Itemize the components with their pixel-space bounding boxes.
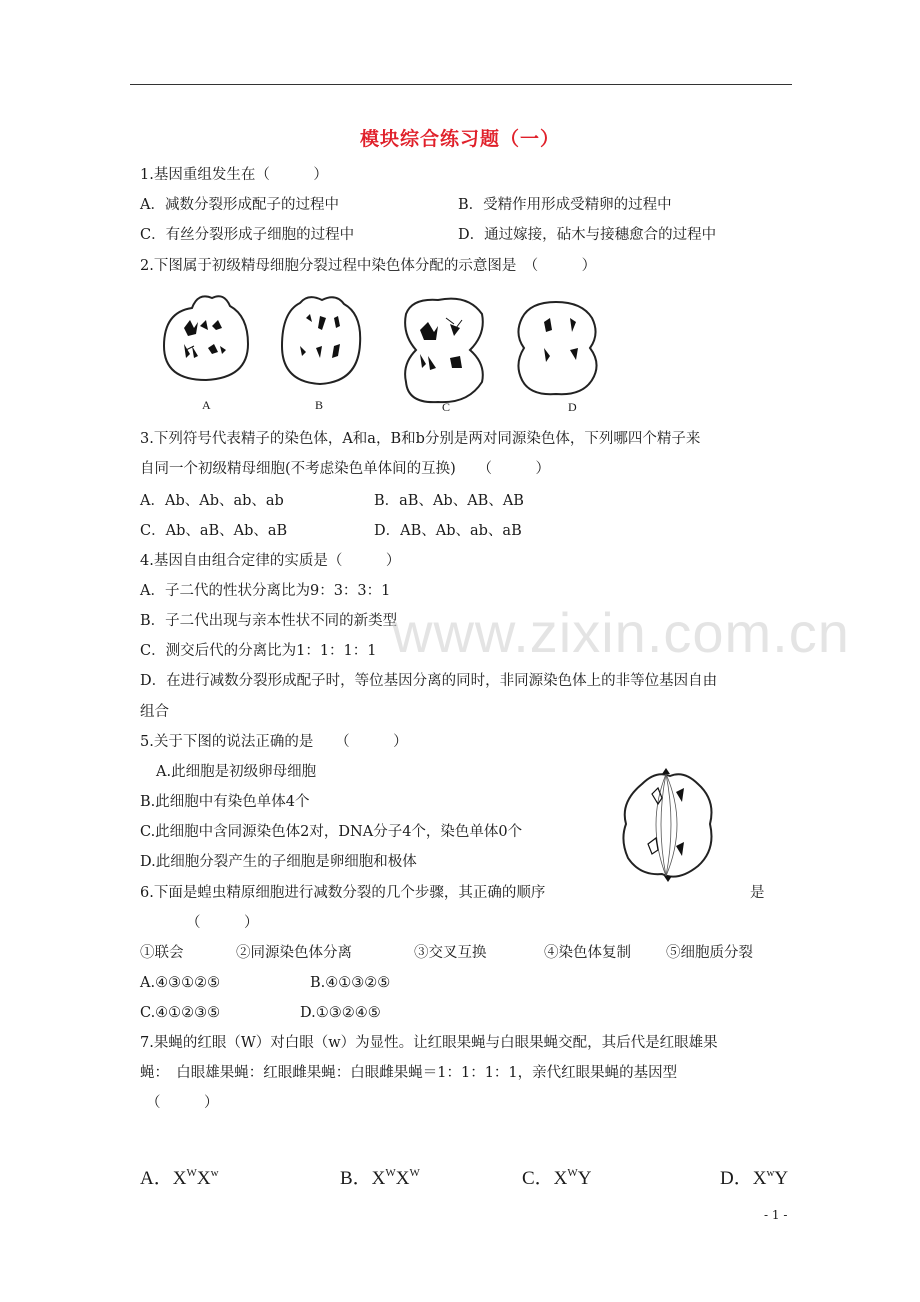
q2-label-b: B — [315, 398, 324, 412]
q7-option-a: A．$X^WX^w$ — [140, 1167, 219, 1189]
q4-option-d-line1: D．在进行减数分裂形成配子时，等位基因分离的同时，非同源染色体上的非等位基因自由 — [140, 673, 718, 689]
q3-option-a: A．Ab、Ab、ab、ab — [140, 493, 284, 509]
q4-option-b: B．子二代出现与亲本性状不同的新类型 — [140, 613, 398, 629]
q7-answer-paren: （ ） — [146, 1095, 219, 1111]
q6-step-2: ②同源染色体分离 — [236, 945, 352, 961]
q5-cell-figure — [618, 764, 722, 884]
q7-option-c: C．$X^WY$ — [522, 1167, 592, 1189]
q6-option-a: A.④③①②⑤ — [140, 975, 221, 991]
cell-c-outline — [405, 299, 483, 403]
q6-option-c: C.④①②③⑤ — [140, 1005, 221, 1021]
q4-option-c: C．测交后代的分离比为1：1：1：1 — [140, 643, 377, 659]
header-rule — [130, 84, 792, 85]
q2-cell-figures — [150, 288, 620, 418]
q3-option-b: B．aB、Ab、AB、AB — [374, 493, 524, 509]
q6-stem: 6.下面是蝗虫精原细胞进行减数分裂的几个步骤，其正确的顺序 — [140, 885, 546, 901]
q1-option-b: B．受精作用形成受精卵的过程中 — [458, 197, 672, 213]
q7-stem-line1: 7.果蝇的红眼（W）对白眼（w）为显性。让红眼果蝇与白眼果蝇交配，其后代是红眼雄果 — [140, 1035, 718, 1051]
q5-option-c: C.此细胞中含同源染色体2对，DNA分子4个，染色单体0个 — [140, 824, 523, 840]
q1-option-c: C．有丝分裂形成子细胞的过程中 — [140, 227, 355, 243]
q1-option-a: A．减数分裂形成配子的过程中 — [140, 197, 339, 213]
q6-option-b: B.④①③②⑤ — [310, 975, 391, 991]
q2-stem: 2.下图属于初级精母细胞分裂过程中染色体分配的示意图是 （ ） — [140, 258, 597, 274]
q5-option-d: D.此细胞分裂产生的子细胞是卵细胞和极体 — [140, 854, 417, 870]
q6-answer-paren: （ ） — [186, 915, 259, 931]
q4-stem: 4.基因自由组合定律的实质是（ ） — [140, 553, 401, 569]
q1-option-d: D．通过嫁接，砧木与接穗愈合的过程中 — [458, 227, 717, 243]
page-title: 模块综合练习题（一） — [359, 128, 560, 150]
q5-option-a: A.此细胞是初级卵母细胞 — [156, 764, 317, 780]
q5-option-b: B.此细胞中有染色单体4个 — [140, 794, 310, 810]
q6-step-5: ⑤细胞质分裂 — [666, 945, 753, 961]
q2-label-a: A — [202, 398, 211, 412]
q2-label-d: D — [568, 400, 577, 414]
q1-stem: 1.基因重组发生在（ ） — [140, 167, 328, 183]
cell-d-outline — [518, 302, 596, 394]
q4-option-d-line2: 组合 — [140, 704, 169, 720]
watermark: www.zixin.com.cn — [392, 601, 850, 664]
q5-stem: 5.关于下图的说法正确的是 （ ） — [140, 734, 408, 750]
q3-stem-line1: 3.下列符号代表精子的染色体，A和a，B和b分别是两对同源染色体，下列哪四个精子来 — [140, 431, 701, 447]
q6-option-d: D.①③②④⑤ — [300, 1005, 381, 1021]
q6-step-1: ①联会 — [140, 945, 184, 961]
q7-option-b: B．$X^WX^W$ — [340, 1167, 420, 1189]
cell-b-outline — [282, 297, 360, 384]
q2-label-c: C — [442, 400, 451, 414]
q7-stem-line2: 蝇： 白眼雄果蝇：红眼雌果蝇：白眼雌果蝇＝1：1：1：1，亲代红眼果蝇的基因型 — [140, 1065, 678, 1081]
q6-step-4: ④染色体复制 — [544, 945, 631, 961]
cell-a-outline — [164, 296, 248, 380]
q6-step-3: ③交叉互换 — [414, 945, 487, 961]
q7-option-d: D．$X^wY$ — [720, 1167, 789, 1189]
q3-option-c: C．Ab、aB、Ab、aB — [140, 523, 288, 539]
q3-stem-line2: 自同一个初级精母细胞(不考虑染色单体间的互换) （ ） — [140, 461, 551, 477]
page-number: - 1 - — [764, 1208, 788, 1222]
q3-option-d: D．AB、Ab、ab、aB — [374, 523, 522, 539]
q4-option-a: A．子二代的性状分离比为9：3：3：1 — [140, 583, 391, 599]
q6-stem-end: 是 — [750, 885, 765, 901]
